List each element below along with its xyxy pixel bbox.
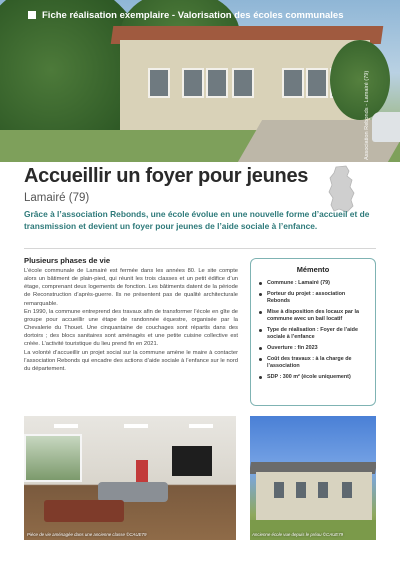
photo-living-room bbox=[24, 416, 236, 540]
hero-window bbox=[282, 68, 304, 98]
memento-item: Commune : Lamairé (79) bbox=[258, 280, 368, 287]
photo-school-exterior bbox=[250, 416, 376, 540]
exterior-window bbox=[342, 482, 352, 498]
memento-item: Type de réalisation : Foyer de l’aide sociale à l’enfance bbox=[258, 327, 368, 341]
exterior-window bbox=[318, 482, 328, 498]
body-text bbox=[24, 267, 238, 373]
body-paragraph: L’école communale de Lamairé est fermée dans les années 80. Le site compte alors un bâtiment de plain-pied, qui réunit les trois classes et un petit édifice d’un étage, comprenant deux logements de fonction. Les bâtiments datent de la période de Reconstruction d’après-guerre. Ils ne présentent pas de qualité architecturale remarquable. bbox=[24, 268, 238, 307]
body-paragraph: En 1990, la commune entreprend des travaux afin de transformer l’école en gîte de groupe pour accueillir une étape de randonnée équestre, organisée par la Chevalerie du Thouet. Une cinquantaine de couchages sont répartis dans des dortoirs ; des blocs sanitaires sont aménagés et une petite cuisine collective est créée. L’activité touristique du lieu prend fin en 2021. bbox=[24, 308, 238, 348]
ceiling-lamp bbox=[189, 424, 213, 428]
series-label: Fiche réalisation exemplaire - Valorisation des écoles communales bbox=[42, 9, 344, 21]
memento-title: Mémento bbox=[296, 265, 330, 274]
ceiling-lamp bbox=[54, 424, 78, 428]
foosball-table bbox=[44, 500, 124, 522]
hero-photo bbox=[0, 0, 400, 162]
body-paragraph: La volonté d’accueillir un projet social sur la commune amène le maire à contacter l’association Rebonds qui encadre des actions d’aide sociale à l’enfance sur le nord du département. bbox=[24, 349, 238, 372]
exterior-lawn bbox=[250, 520, 376, 540]
memento-list bbox=[258, 280, 368, 381]
memento-item: Coût des travaux : à la charge de l’association bbox=[258, 356, 368, 370]
photo-caption-right: Ancienne école vue depuis le préau ©CAUE79 bbox=[252, 532, 344, 537]
section-heading: Plusieurs phases de vie bbox=[24, 256, 111, 265]
photo-caption-left: Pièce de vie aménagée dans une ancienne classe ©CAUE79 bbox=[27, 532, 147, 537]
ceiling-lamp bbox=[124, 424, 148, 428]
series-header bbox=[28, 8, 344, 22]
hero-car bbox=[372, 112, 400, 142]
sofa bbox=[98, 482, 168, 502]
red-decoration bbox=[136, 460, 148, 482]
hero-photo-credit: Association Rebonds - Lamairé (79) bbox=[364, 70, 370, 160]
memento-box bbox=[250, 258, 376, 406]
exterior-window bbox=[296, 482, 306, 498]
wall-screen bbox=[172, 446, 212, 476]
hero-window bbox=[148, 68, 170, 98]
lead-paragraph: Grâce à l’association Rebonds, une école évolue en une nouvelle forme d’accueil et de transmission et devient un foyer pour jeunes de l’aide sociale à l’enfance. bbox=[24, 209, 370, 232]
memento-item: SDP : 300 m² (école uniquement) bbox=[258, 374, 368, 381]
exterior-window bbox=[274, 482, 284, 498]
section-divider bbox=[24, 248, 376, 249]
hero-window bbox=[182, 68, 204, 98]
hero-window bbox=[232, 68, 254, 98]
memento-item: Porteur du projet : association Rebonds bbox=[258, 291, 368, 305]
hero-window bbox=[206, 68, 228, 98]
hero-tree-right bbox=[330, 40, 390, 120]
header-square-icon bbox=[28, 11, 36, 19]
room-window bbox=[24, 434, 82, 482]
page-subtitle: Lamairé (79) bbox=[24, 192, 90, 204]
hero-window bbox=[306, 68, 328, 98]
deux-sevres-map-icon bbox=[324, 165, 360, 213]
memento-item: Mise à disposition des locaux par la commune avec un bail locatif bbox=[258, 309, 368, 323]
memento-item: Ouverture : fin 2023 bbox=[258, 345, 368, 352]
page-title: Accueillir un foyer pour jeunes bbox=[24, 165, 309, 187]
